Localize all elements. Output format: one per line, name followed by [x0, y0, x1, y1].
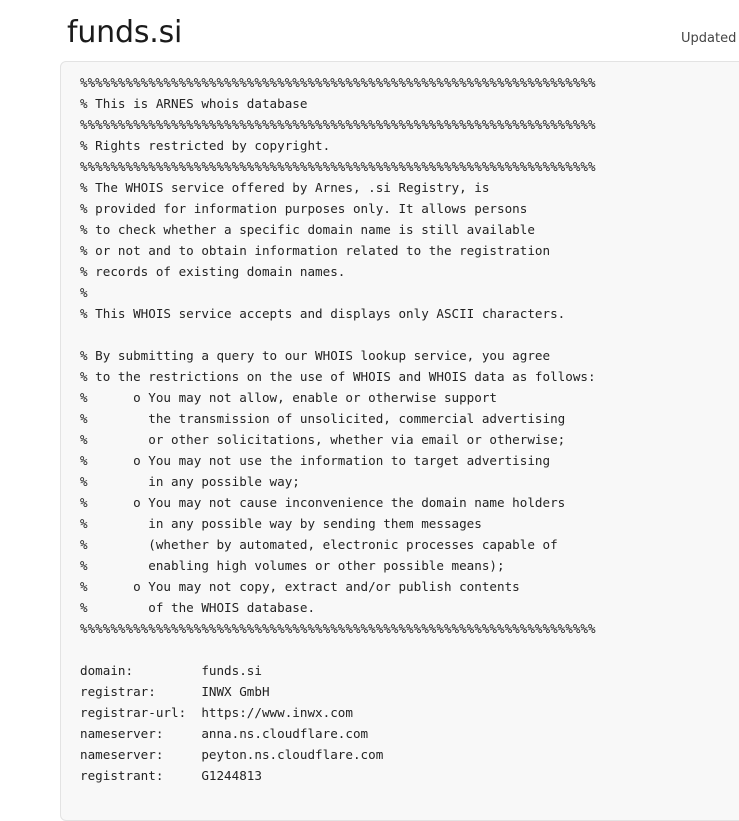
whois-line: %%%%%%%%%%%%%%%%%%%%%%%%%%%%%%%%%%%%%%%%%%%%%%%%%%%%%%%%%%%%%%%%%%%% — [80, 117, 596, 132]
whois-line: %%%%%%%%%%%%%%%%%%%%%%%%%%%%%%%%%%%%%%%%%%%%%%%%%%%%%%%%%%%%%%%%%%%% — [80, 159, 596, 174]
whois-line: % o You may not allow, enable or otherwise support — [80, 390, 498, 405]
whois-line: % o You may not use the information to target advertising — [80, 453, 551, 468]
whois-line: % provided for information purposes only. It allows persons — [80, 201, 528, 216]
whois-line: % or not and to obtain information related to the registration — [80, 243, 551, 258]
whois-line: domain: funds.si — [80, 663, 262, 678]
whois-line: nameserver: peyton.ns.cloudflare.com — [80, 747, 384, 762]
whois-line: %%%%%%%%%%%%%%%%%%%%%%%%%%%%%%%%%%%%%%%%%%%%%%%%%%%%%%%%%%%%%%%%%%%% — [80, 621, 596, 636]
whois-line: nameserver: anna.ns.cloudflare.com — [80, 726, 369, 741]
whois-line: registrar: INWX GmbH — [80, 684, 270, 699]
whois-line: % enabling high volumes or other possible means); — [80, 558, 505, 573]
whois-line: % to check whether a specific domain name is still available — [80, 222, 535, 237]
whois-line: % — [80, 285, 88, 300]
whois-line: % The WHOIS service offered by Arnes, .si Registry, is — [80, 180, 490, 195]
whois-line — [80, 324, 596, 345]
whois-line: %%%%%%%%%%%%%%%%%%%%%%%%%%%%%%%%%%%%%%%%%%%%%%%%%%%%%%%%%%%%%%%%%%%% — [80, 75, 596, 90]
whois-line: % records of existing domain names. — [80, 264, 346, 279]
whois-line: % o You may not cause inconvenience the domain name holders — [80, 495, 566, 510]
whois-line: % (whether by automated, electronic processes capable of — [80, 537, 558, 552]
whois-line: % By submitting a query to our WHOIS lookup service, you agree — [80, 348, 551, 363]
whois-line: % o You may not copy, extract and/or publish contents — [80, 579, 520, 594]
whois-record-text[interactable] — [80, 72, 596, 786]
whois-line: % Rights restricted by copyright. — [80, 138, 331, 153]
whois-line: registrant: G1244813 — [80, 768, 262, 783]
page-title: funds.si — [67, 15, 183, 50]
whois-line: % in any possible way; — [80, 474, 300, 489]
whois-line: registrar-url: https://www.inwx.com — [80, 705, 353, 720]
whois-line: % to the restrictions on the use of WHOIS and WHOIS data as follows: — [80, 369, 596, 384]
whois-line — [80, 639, 596, 660]
whois-line: % the transmission of unsolicited, commercial advertising — [80, 411, 566, 426]
updated-label: Updated — [681, 31, 737, 46]
whois-line: % of the WHOIS database. — [80, 600, 316, 615]
whois-record-box — [60, 61, 739, 821]
whois-line: % or other solicitations, whether via email or otherwise; — [80, 432, 566, 447]
whois-line: % This WHOIS service accepts and displays only ASCII characters. — [80, 306, 566, 321]
whois-line: % This is ARNES whois database — [80, 96, 308, 111]
whois-line: % in any possible way by sending them messages — [80, 516, 482, 531]
